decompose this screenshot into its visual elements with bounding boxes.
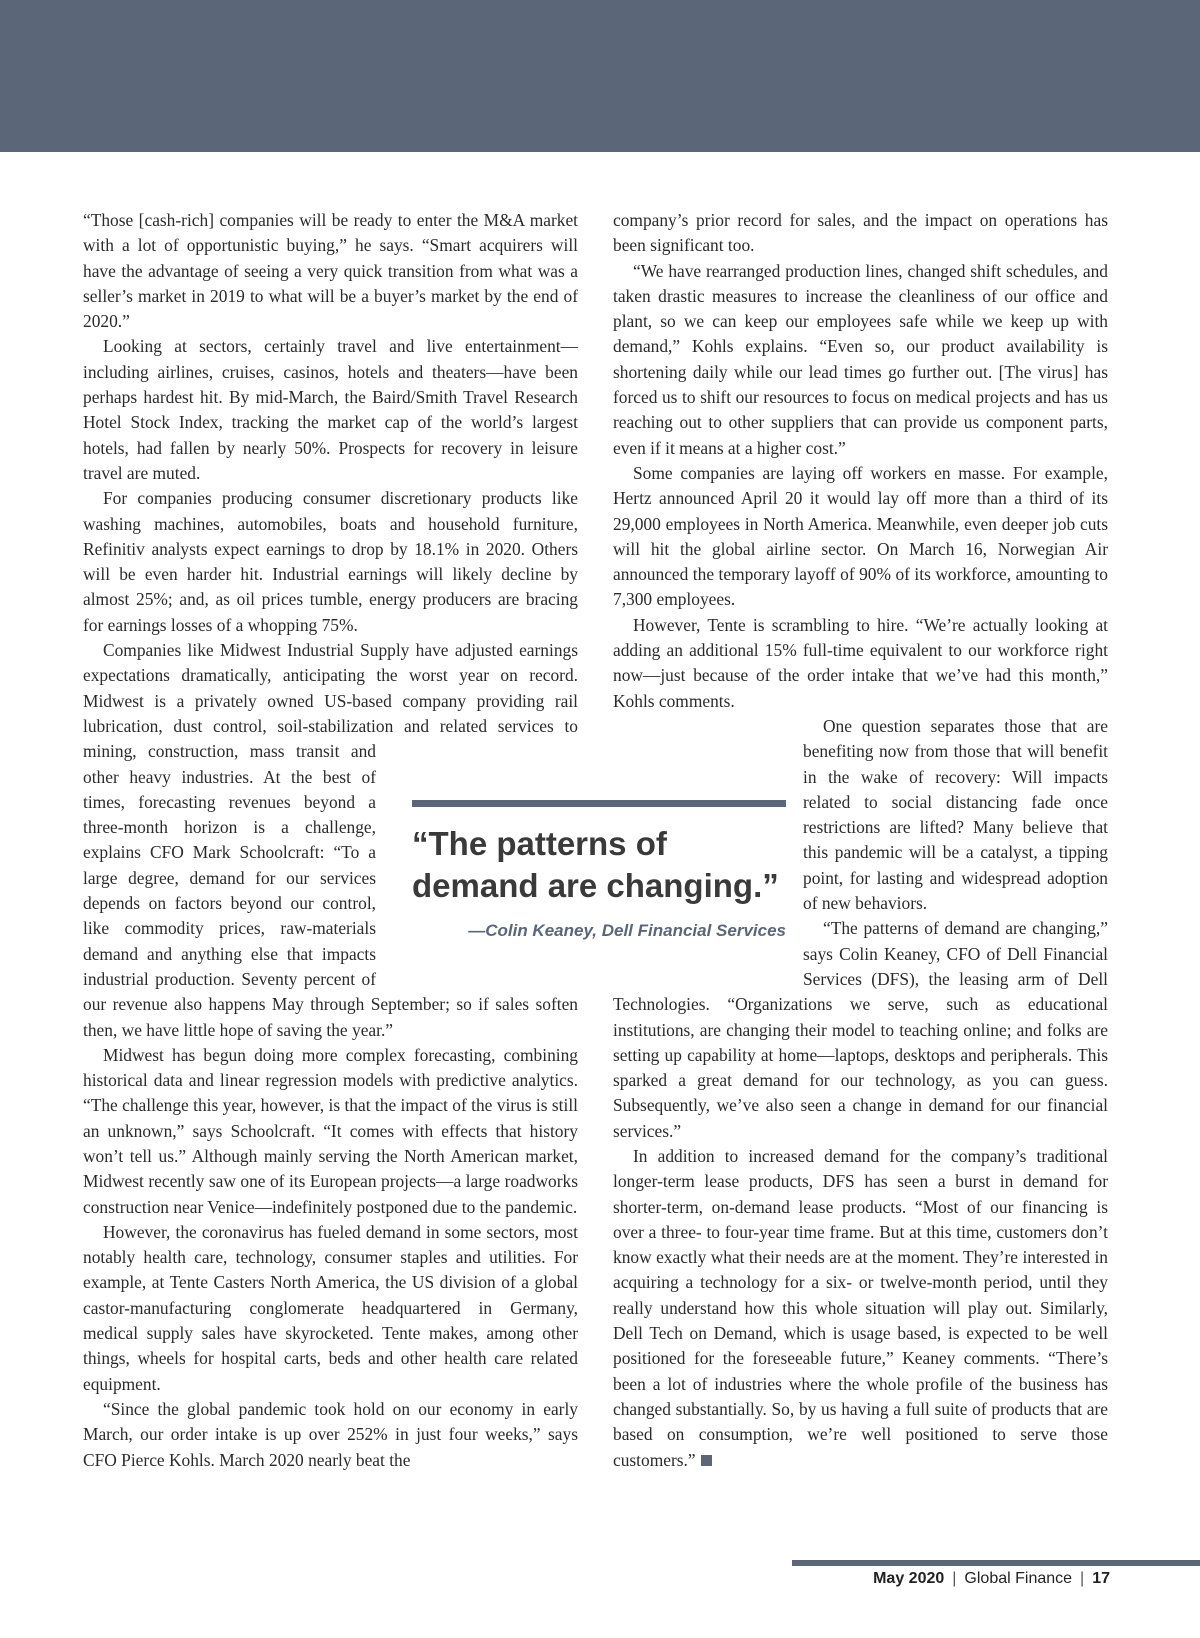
issue-date: May 2020 xyxy=(873,1570,945,1587)
paragraph: One question separates those that are benefiting now from those that will benefit in the wake of recovery: Will impacts related to social distancing fade once restrictions are lifted? Many believe that this pandemic will be a catalyst, a tipping point, for lasting and widespread adoption of new behaviors. xyxy=(803,715,1108,914)
pullquote-attribution: —Colin Keaney, Dell Financial Services xyxy=(468,921,786,940)
paragraph: Looking at sectors, certainly travel and live entertainment—including airlines, cruises, casinos, hotels and theaters—have been perhaps hardest hit. By mid-March, the Baird/Smith Travel Research Hotel Stock Index, tracking the market cap of the world’s largest hotels, had fallen by nearly 50%. Prospects for recovery in leisure travel are muted. xyxy=(83,336,578,483)
pullquote xyxy=(412,800,786,941)
paragraph: However, Tente is scrambling to hire. “We’re actually looking at adding an additional 15% full-time equivalent to our workforce right now—just because of the order intake that we’ve had this month,” Kohls comments. xyxy=(613,614,1108,711)
paragraph: Midwest has begun doing more complex forecasting, combining historical data and linear regression models with predictive analytics. “The challenge this year, however, is that the impact of the virus is still an unknown,” says Schoolcraft. “It comes with effects that history won’t tell us.” Although mainly serving the North American market, Midwest recently saw one of its European projects—a large roadworks construction near Venice—indefinitely postponed due to the pandemic. xyxy=(83,1044,578,1217)
publication-name: Global Finance xyxy=(964,1570,1073,1587)
paragraph: “Those [cash-rich] companies will be ready to enter the M&A market with a lot of opportunistic buying,” he says. “Smart acquirers will have the advantage of seeing a very quick transition from what was a seller’s market in 2019 to what will be a buyer’s market by the end of 2020.” xyxy=(83,210,578,332)
paragraph: “The patterns of demand are changing,” says Colin Keaney, CFO of Dell Financial Services (DFS), the leasing arm of Dell Technologies. “Organizations we serve, such as educational institutions, are changing their model to teaching online; and folks are setting up capability at home—laptops, desktops and peripherals. This sparked a great demand for our technology, as you can guess. Subsequently, we’ve also seen a change in demand for our financial services.” xyxy=(613,918,1108,1141)
footer-separator: | xyxy=(952,1570,957,1587)
footer-separator: | xyxy=(1080,1570,1085,1587)
paragraph: “We have rearranged production lines, changed shift schedules, and taken drastic measures to increase the cleanliness of our office and plant, so we can keep our employees safe while we keep up with demand,” Kohls explains. “Even so, our product availability is shortening daily while our lead times go further out. [The virus] has forced us to shift our resources to focus on medical projects and has us reaching out to other suppliers that can provide us component parts, even if it means at a higher cost.” xyxy=(613,260,1108,458)
paragraph xyxy=(613,1144,1108,1473)
paragraph: company’s prior record for sales, and the impact on operations has been significant too. xyxy=(613,210,1108,256)
paragraph-text: In addition to increased demand for the company’s traditional longer-term lease products, DFS has seen a burst in demand for shorter-term, on-demand lease products. “Most of our financing is over a three- to four-year time frame. But at this time, customers don’t know exactly what their needs are at the moment. They’re interested in acquiring a technology for a six- or twelve-month period, until they really understand how this whole situation will play out. Similarly, Dell Tech on Demand, which is usage based, is expected to be well positioned for the foreseeable future,” Keaney comments. “There’s been a lot of industries where the whole profile of the business has changed substantially. So, by us having a full suite of products that are based on consumption, we’re well positioned to serve those customers.” xyxy=(613,1145,1108,1470)
paragraph: Some companies are laying off workers en masse. For example, Hertz announced April 20 it would lay off more than a third of its 29,000 employees in North America. Meanwhile, even deeper job cuts will hit the global airline sector. On March 16, Norwegian Air announced the temporary layoff of 90% of its workforce, amounting to 7,300 employees. xyxy=(613,462,1108,610)
end-of-article-mark xyxy=(701,1455,712,1466)
header-band xyxy=(0,0,1200,152)
page-number: 17 xyxy=(1092,1570,1110,1587)
paragraph: For companies producing consumer discretionary products like washing machines, automobiles, boats and household furniture, Refinitiv analysts expect earnings to drop by 18.1% in 2020. Others will be even harder hit. Industrial earnings will likely decline by almost 25%; and, as oil prices tumble, energy producers are bracing for earnings losses of a whopping 75%. xyxy=(83,488,578,635)
footer-rule xyxy=(792,1560,1200,1566)
page-footer xyxy=(873,1570,1110,1588)
paragraph: “Since the global pandemic took hold on our economy in early March, our order intake is up over 252% in just four weeks,” says CFO Pierce Kohls. March 2020 nearly beat the xyxy=(83,1398,578,1470)
paragraph: However, the coronavirus has fueled demand in some sectors, most notably health care, technology, consumer staples and utilities. For example, at Tente Casters North America, the US division of a global castor-manufacturing conglomerate headquartered in Germany, medical supply sales have skyrocketed. Tente makes, among other things, wheels for hospital carts, beds and other health care related equipment. xyxy=(83,1221,578,1394)
paragraph: Companies like Midwest Industrial Supply have adjusted earnings expectations dramatically, anticipating the worst year on record. Midwest is a privately owned US-based company providing rail lubrication, dust control, soil-stabilization and related services to mining, construction, mass transit and other heavy industries. At the best of times, forecasting revenues beyond a three-month horizon is a challenge, explains CFO Mark Schoolcraft: “To a large degree, demand for our services depends on factors beyond our control, like commodity prices, raw-materials demand and anything else that impacts industrial production. Seventy percent of our revenue also happens May through September; so if sales soften then, we have little hope of saving the year.” xyxy=(83,640,578,1040)
pullquote-rule xyxy=(412,800,786,807)
pullquote-text: “The patterns of demand are changing.” xyxy=(412,825,779,904)
